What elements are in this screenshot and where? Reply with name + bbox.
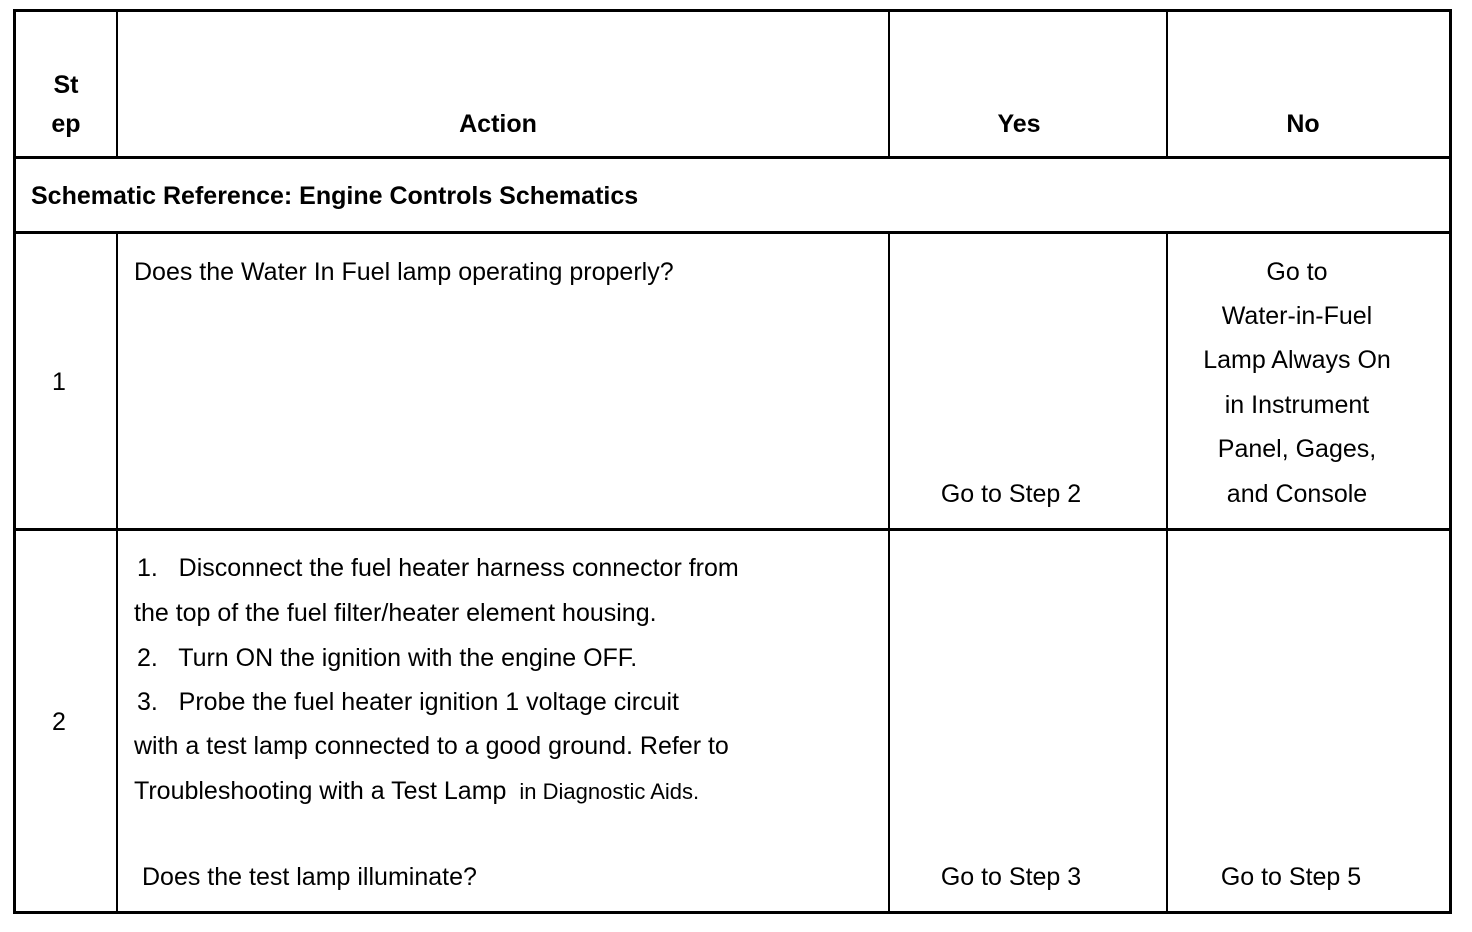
- schematic-reference: Schematic Reference: Engine Controls Schematics: [31, 182, 639, 210]
- row2-yes: Go to Step 3: [940, 863, 1082, 891]
- row2-action-ref-link[interactable]: Troubleshooting with a Test Lamp: [134, 777, 507, 805]
- header-bottom-border: [13, 156, 1452, 159]
- col-divider-step-body: [116, 231, 118, 914]
- header-action: Action: [459, 110, 537, 138]
- row2-action-line4: 3. Probe the fuel heater ignition 1 voltage circuit: [137, 688, 679, 716]
- header-step-line1: St: [53, 71, 79, 99]
- row1-bottom-border: [13, 528, 1452, 531]
- row1-action: Does the Water In Fuel lamp operating properly?: [134, 258, 674, 286]
- row2-action-line5: with a test lamp connected to a good ground. Refer to: [134, 732, 729, 760]
- row2-action-line3: 2. Turn ON the ignition with the engine OFF.: [137, 644, 638, 672]
- header-yes: Yes: [997, 110, 1041, 138]
- row2-action-line6: [134, 776, 699, 807]
- table-border-top: [13, 9, 1452, 12]
- row1-no-line4: in Instrument: [1224, 391, 1370, 419]
- row1-no-line2: Water-in-Fuel: [1221, 302, 1373, 330]
- row1-no-line3: Lamp Always On: [1203, 346, 1391, 374]
- row1-no-line1: Go to: [1266, 258, 1328, 286]
- table-border-left: [13, 9, 16, 914]
- schematic-row-bottom-border: [13, 231, 1452, 234]
- row2-no: Go to Step 5: [1220, 863, 1362, 891]
- table-border-right: [1449, 9, 1452, 914]
- col-divider-action-body: [888, 231, 890, 914]
- table-border-bottom: [13, 911, 1452, 914]
- row2-action-line2: the top of the fuel filter/heater element housing.: [134, 599, 657, 627]
- row2-question: Does the test lamp illuminate?: [142, 863, 477, 891]
- row1-step: 1: [52, 368, 66, 396]
- row2-action-line1: 1. Disconnect the fuel heater harness connector from: [137, 554, 739, 582]
- header-step-line2: ep: [51, 110, 81, 138]
- col-divider-yes-body: [1166, 231, 1168, 914]
- row1-no-line5: Panel, Gages,: [1217, 435, 1377, 463]
- row1-no-line6: and Console: [1226, 480, 1368, 508]
- row1-yes: Go to Step 2: [940, 480, 1082, 508]
- row2-step: 2: [52, 708, 66, 736]
- header-no: No: [1286, 110, 1320, 138]
- row2-action-ref-suffix: in Diagnostic Aids.: [519, 779, 700, 804]
